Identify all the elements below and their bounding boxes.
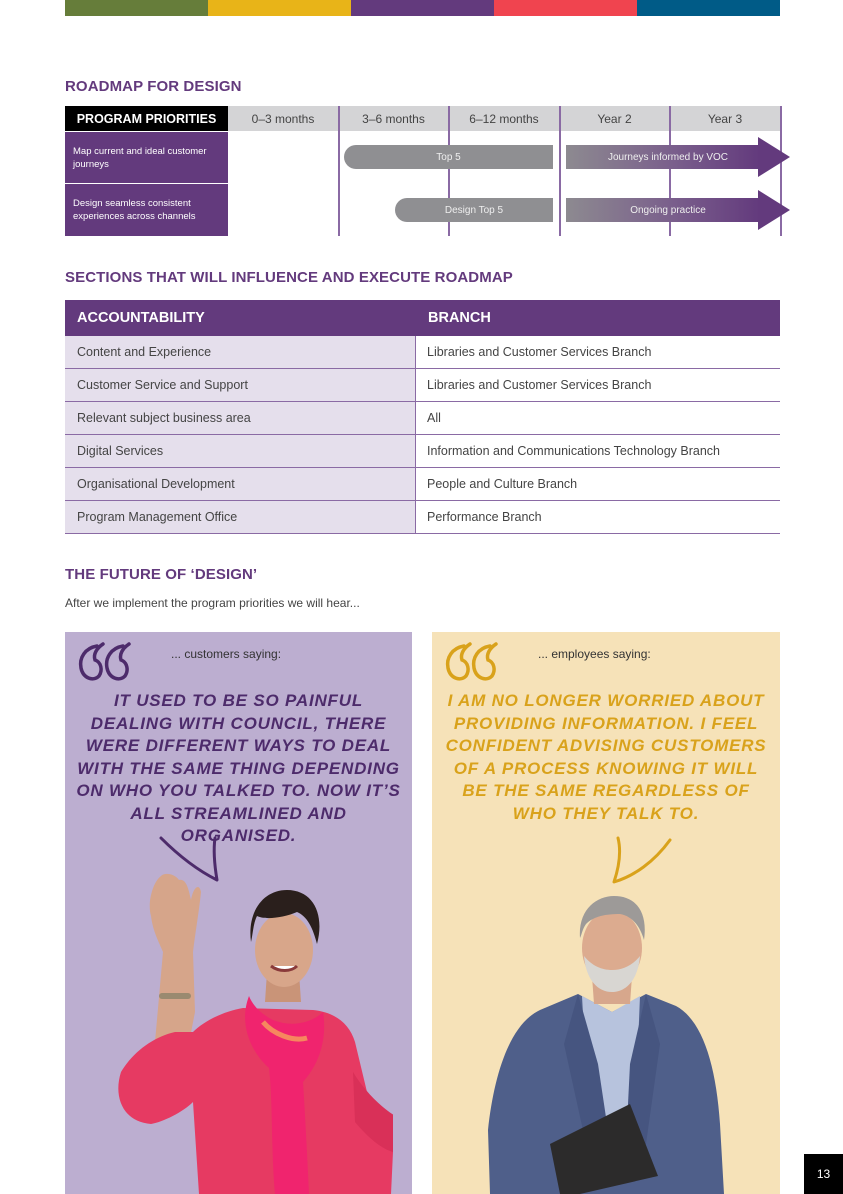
branch-cell: All [416,402,780,434]
color-swatch-blue [637,0,780,16]
speech-pointer-icon [608,832,678,887]
table-row [65,402,780,435]
quote-mark-icon [442,640,502,686]
period-6-12-months: 6–12 months [449,106,559,131]
color-swatch-purple [351,0,494,16]
timeline-arrow-ongoing [566,190,790,230]
period-year-3: Year 3 [670,106,780,131]
period-year-2: Year 2 [559,106,670,131]
table-header [65,300,780,336]
employee-photo [480,894,730,1194]
period-divider [559,106,561,236]
timeline-bar-design-top-5: Design Top 5 [395,198,553,222]
accountability-cell: Digital Services [65,435,416,467]
roadmap-title: ROADMAP FOR DESIGN [65,78,242,95]
future-intro: After we implement the program priorities we will hear... [65,596,360,610]
table-row [65,336,780,369]
period-0-3-months: 0–3 months [228,106,338,131]
customer-photo [103,872,393,1194]
employees-saying-label: ... employees saying: [538,647,651,661]
accountability-cell: Program Management Office [65,501,416,533]
sections-table [65,300,780,534]
arrow-label: Ongoing practice [630,204,706,216]
priority-row-label: Design seamless consistent experiences across channels [65,184,228,236]
timeline-bar-top-5: Top 5 [344,145,553,169]
branch-cell: Libraries and Customer Services Branch [416,336,780,368]
accountability-cell: Content and Experience [65,336,416,368]
table-row [65,468,780,501]
brand-color-bar [65,0,780,16]
priority-row-label: Map current and ideal customer journeys [65,132,228,183]
color-swatch-green [65,0,208,16]
branch-cell: Libraries and Customer Services Branch [416,369,780,401]
timeline-arrow-journeys [566,137,790,177]
future-title: THE FUTURE OF ‘DESIGN’ [65,566,258,583]
accountability-cell: Organisational Development [65,468,416,500]
table-row [65,501,780,534]
employee-quote-text: I AM NO LONGER WORRIED ABOUT PROVIDING INFORMATION. I FEEL CONFIDENT ADVISING CUSTOMERS OF A PROCESS KNOWING IT WILL BE THE SAME REGARDLESS OF WHO THEY TALK TO. [445,691,767,823]
accountability-cell: Relevant subject business area [65,402,416,434]
table-row [65,435,780,468]
column-header-accountability: ACCOUNTABILITY [77,310,205,326]
roadmap-header [65,106,780,131]
sections-title: SECTIONS THAT WILL INFLUENCE AND EXECUTE ROADMAP [65,269,513,286]
color-swatch-yellow [208,0,351,16]
roadmap-chart [65,106,781,236]
color-swatch-red [494,0,637,16]
branch-cell: Performance Branch [416,501,780,533]
quote-mark-icon [75,640,135,686]
customer-quote-text: IT USED TO BE SO PAINFUL DEALING WITH COUNCIL, THERE WERE DIFFERENT WAYS TO DEAL WITH THE SAME THING DEPENDING ON WHO YOU TALKED TO. NOW IT’S ALL STREAMLINED AND ORGANISED. [76,691,401,845]
branch-cell: People and Culture Branch [416,468,780,500]
page-number: 13 [804,1154,843,1194]
period-divider [338,106,340,236]
column-header-branch: BRANCH [428,310,491,326]
program-priorities-header: PROGRAM PRIORITIES [65,106,228,131]
accountability-cell: Customer Service and Support [65,369,416,401]
period-3-6-months: 3–6 months [338,106,449,131]
table-row [65,369,780,402]
employee-quote-card [432,632,780,1194]
customer-quote-card [65,632,412,1194]
branch-cell: Information and Communications Technology Branch [416,435,780,467]
arrow-label: Journeys informed by VOC [607,151,729,163]
customers-saying-label: ... customers saying: [171,647,282,661]
